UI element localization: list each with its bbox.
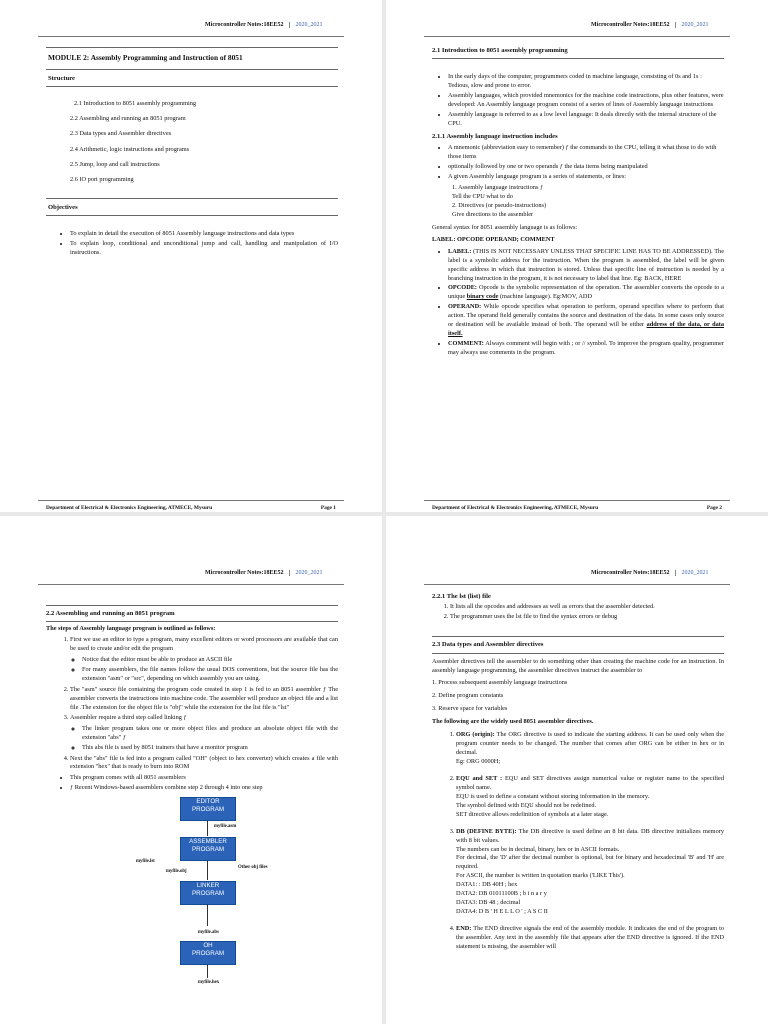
field-tail: (machine language). Eg:MOV, ADD: [498, 293, 593, 301]
section-heading: 2.1 Introduction to 8051 assembly programming: [432, 47, 568, 54]
step-item: 3. Assembler require a third step called linking ƒ ◦ The linker program takes one or more object files and produce an absolute object file with the extension "abs" ƒ ◦ This abs file is used by 8051 trainers that have a monitor program: [70, 714, 338, 753]
directive-line: The symbol defined with EQU should not be redefined.: [456, 801, 597, 809]
linker-program-box: LINKER PROGRAM: [180, 881, 236, 905]
intro-list: [432, 73, 724, 129]
objective-item: • To explain in detail the execution of 8051 Assembly language instructions and data types: [70, 230, 338, 239]
structure-heading: Structure: [48, 74, 75, 82]
directive-line: DATA1: : DB 40H ; hex: [456, 881, 518, 889]
header-divider: [38, 584, 344, 585]
structure-item: 2.2 Assembling and running an 8051 program: [70, 115, 186, 123]
footer-divider: [424, 500, 730, 501]
widely-used-heading: The following are the widely used 8051 assembler directives.: [432, 718, 594, 726]
directive-line: DATA3: DB 48 ; decimal: [456, 899, 521, 907]
step-item: 4. Next the "abs" file is fed into a program called "OH" (object to hex converter) which creates a file with extension "hex" that is ready to burn into ROM: [70, 755, 338, 773]
directive-term: END:: [456, 925, 472, 933]
lst-heading: 2.2.1 The lst (list) file: [432, 593, 491, 600]
includes-item: • A mnemonic (abbreviation easy to remember) ƒ the commands to the CPU, telling it what those to do with those items: [448, 144, 724, 162]
statement-line: Tell the CPU what to do: [452, 193, 513, 201]
flow-arrow: [207, 820, 208, 836]
objective-item: • To explain loop, conditional and unconditional jump and call, handling and manipulation of I/O instructions.: [70, 240, 338, 258]
directive-term: EQU and SET :: [456, 774, 503, 782]
field-term: OPERAND:: [448, 303, 482, 311]
step-subitem: ◦ The linker program takes one or more object files and produce an absolute object file with the extension "abs" ƒ: [82, 725, 338, 743]
step-sublist: [70, 656, 338, 684]
includes-item: • optionally followed by one or two operands ƒ the data items being manipulated: [448, 163, 724, 172]
page-2: [386, 0, 768, 512]
step-sublist: [70, 725, 338, 753]
field-term: LABEL:: [448, 247, 472, 255]
steps-list: [46, 636, 338, 772]
statement-lines: [452, 184, 724, 220]
page-header: Microcontroller Notes:18EE52 2020_2021: [205, 22, 323, 28]
directive-item: [456, 731, 724, 767]
step-item: 1. First we use an editor to type a program, many excellent editors or word processors are available that can be used to create and/or edit the program ◦ Notice that the editor must be able to produce an ASCII file ◦ For many assemblers, the file names follow the usual DOS conventions, but the source file has the extension "asm" or "src", depending on which assembly you are using.: [70, 636, 338, 684]
page-footer: Department of Electrical & Electronics Engineering, ATMECE, Mysuru Page 1: [46, 505, 336, 511]
structure-item: 2.5 Jump, loop and call instructions: [70, 161, 160, 169]
lst-file-label: myfile.lst: [136, 859, 155, 865]
field-item: [448, 303, 724, 339]
directive-text: The END directive signals the end of the assembly module. It indicates the end of the program to the assembler. Any text in the assembly file that appears after the END directive is ignored. If the END statement is missing, the assembler will: [456, 925, 724, 950]
includes-item: • A given Assembly language program is a series of statements, or lines:: [448, 173, 724, 182]
assembly-flow-diagram: [136, 797, 336, 1024]
field-term: COMMENT:: [448, 340, 484, 348]
statement-line: Give directions to the assembler: [452, 210, 534, 218]
header-divider: [38, 36, 344, 37]
field-text: (THIS IS NOT NECESSARY UNLESS THAT SPECIFIC LINE HAS TO BE ADDRESSED). The label is a symbolic address for the instruction. When the program is assembled, the label will be given specific address in which that instruction is stored. Unless that specific line of instruction is needed by a branching instruction in the program, it is not necessary to label that line. Eg: BACK, HERE: [448, 247, 724, 282]
subsection-heading: 2.1.1 Assembly language instruction includes: [432, 132, 558, 140]
structure-item: 2.6 IO port programming: [70, 176, 134, 184]
step-item: 2. The "asm" source file containing the program code created in step 1 is fed to an 8051 assembler ƒ The assembler converts the instructions into machine code. The assembler will produce an object file and a list file .The extension for the object file is "obj" while the extension for the list file is "lst": [70, 686, 338, 713]
after-list: [46, 774, 338, 793]
flow-arrow: [207, 904, 208, 926]
abs-file-label: myfile.abs: [198, 930, 219, 936]
page-4: [386, 516, 768, 1024]
field-item: [448, 284, 724, 302]
directive-use: 3. Reserve space for variables: [432, 705, 508, 713]
hex-file-label: myfile.hex: [198, 980, 220, 986]
directive-text: The ORG directive is used to indicate the starting address. It can be used only when the program counter needs to be changed. The number that comes after ORG can be either in hex or in decimal.: [456, 731, 724, 757]
structure-item: 2.1 Introduction to 8051 assembly programming: [74, 99, 197, 107]
asm-file-label: myfile.asm: [214, 824, 237, 830]
directive-line: EQU is used to define a constant without storing information in the memory.: [456, 792, 650, 800]
directives-intro: Assembler directives tell the assembler to do something other than creating the machine code for an instruction. In assembly language programming, the assembler directives instruct the assembler to: [432, 657, 724, 674]
directive-use: 1. Process subsequent assembly language instructions: [432, 679, 568, 687]
directive-item: [456, 925, 724, 952]
assembler-program-box: ASSEMBLER PROGRAM: [180, 837, 236, 861]
header-divider: [424, 36, 730, 37]
page-header: Microcontroller Notes:18EE52 2020_2021: [591, 570, 709, 576]
directive-use: 2. Define program constants: [432, 692, 504, 700]
editor-program-box: EDITOR PROGRAM: [180, 797, 236, 821]
objectives-heading: Objectives: [48, 203, 78, 211]
page-3: [0, 516, 382, 1024]
syntax-line: LABEL: OPCODE OPERAND; COMMENT: [432, 235, 555, 243]
intro-item: • In the early days of the computer, programmers coded in machine language, consisting of 0s and 1s : Tedious, slow and prone to error.: [448, 73, 724, 91]
lst-item: 1. It lists all the opcodes and addresses as well as errors that the assembler detected.: [450, 603, 724, 612]
directive-line: The numbers can be in decimal, binary, hex or in ASCII formats.: [456, 845, 620, 853]
flow-arrow: [207, 860, 208, 880]
step-subitem: ◦ This abs file is used by 8051 trainers that have a monitor program: [82, 744, 338, 753]
after-item: • This program comes with all 8051 assemblers: [70, 774, 338, 783]
field-emphasis: binary code: [466, 293, 499, 301]
directive-line: For ASCII, the number is written in quotation marks ('LIKE This').: [456, 872, 625, 880]
page-footer: Department of Electrical & Electronics Engineering, ATMECE, Mysuru Page 2: [432, 505, 722, 511]
field-item: [448, 340, 724, 358]
directive-line: DATA2: DB 01011100B ; b i n a r y: [456, 890, 547, 898]
fields-list: [432, 248, 724, 358]
page-header: Microcontroller Notes:18EE52 2020_2021: [591, 22, 709, 28]
directive-item: [456, 828, 724, 917]
module-title: MODULE 2: Assembly Programming and Instruction of 8051: [48, 53, 243, 62]
objectives-list: [46, 230, 338, 258]
directive-text: EQU and SET directives assign numerical value or register name to the specified symbol name.: [456, 774, 724, 791]
structure-item: 2.4 Arithmetic, logic instructions and programs: [70, 145, 190, 153]
directives-heading: 2.3 Data types and Assembler directives: [432, 641, 544, 649]
lst-list: [432, 603, 724, 622]
structure-list: [70, 101, 338, 184]
statement-line: 2. Directives (or pseudo-instructions): [452, 201, 547, 209]
directive-line: DATA4: D B ' H E L L O ' ; A S C II: [456, 908, 548, 916]
directive-line: Eg: ORG 0000H;: [456, 758, 501, 766]
statement-line: 1. Assembly language instructions ƒ: [452, 184, 544, 192]
field-item: [448, 248, 724, 284]
page-1: [0, 0, 382, 512]
obj-file-label: myfile.obj: [166, 869, 187, 875]
section-heading: 2.2 Assembling and running an 8051 program: [46, 610, 175, 617]
flow-arrow: [207, 964, 208, 978]
field-term: OPCODE:: [448, 284, 478, 292]
page-header: Microcontroller Notes:18EE52 2020_2021: [205, 570, 323, 576]
field-emphasis: address of the data, or data itself.: [448, 321, 724, 338]
directive-line: For decimal, the 'D' after the decimal number is optional, but for binary and hexadecimal 'B' and 'H' are required.: [456, 854, 724, 871]
directive-line: SET directive allows redefinition of symbols at a later stage.: [456, 810, 609, 818]
lst-item: 2. The programmer uses the lst file to find the syntax errors or debug: [450, 613, 724, 622]
intro-item: • Assembly languages, which provided mnemonics for the machine code instructions, plus other features, were developed: An Assembly language program consist of a series of lines of Assembly language instructions: [448, 92, 724, 110]
after-item: • ƒ Recent Windows-based assemblers combine step 2 through 4 into one step: [70, 784, 338, 793]
steps-heading: The steps of Assembly language program is outlined as follows:: [46, 625, 216, 633]
directive-uses: [432, 679, 724, 714]
intro-item: • Assembly language is referred to as a low level language: It deals directly with the internal structure of the CPU.: [448, 111, 724, 129]
directive-text: The DB directive is used define an 8 bit data. DB directive initializes memory with 8 bit values.: [456, 827, 724, 844]
syntax-intro: General syntax for 8051 assembly language is as follows:: [432, 223, 578, 231]
field-text: Always comment will begin with ; or // symbol. To improve the program quality, programmer may always use comments in the program.: [448, 340, 724, 357]
directives-list: [432, 731, 724, 952]
footer-divider: [38, 500, 344, 501]
directive-term: DB (DEFINE BYTE):: [456, 827, 517, 835]
step-subitem: ◦ For many assemblers, the file names follow the usual DOS conventions, but the source file has the extension "asm" or "src", depending on which assembly you are using.: [82, 666, 338, 684]
field-text: While opcode specifies what operation to perform, operand specifies where to perform that action. The operand field generally contains the source and destination of the data. In some cases only source or destination will be available instead of both. The operand will be either: [448, 303, 724, 329]
step-subitem: ◦ Notice that the editor must be able to produce an ASCII file: [82, 656, 338, 665]
structure-item: 2.3 Data types and Assembler directives: [70, 130, 172, 138]
field-text: Opcode is the symbolic representation of the operation. The assembler converts the opcode to a unique: [448, 284, 724, 301]
oh-program-box: OH PROGRAM: [180, 941, 236, 965]
includes-list: [432, 144, 724, 182]
other-obj-label: Other obj files: [238, 865, 268, 871]
header-divider: [424, 584, 730, 585]
directive-term: ORG (origin):: [456, 731, 495, 739]
directive-item: [456, 775, 724, 820]
